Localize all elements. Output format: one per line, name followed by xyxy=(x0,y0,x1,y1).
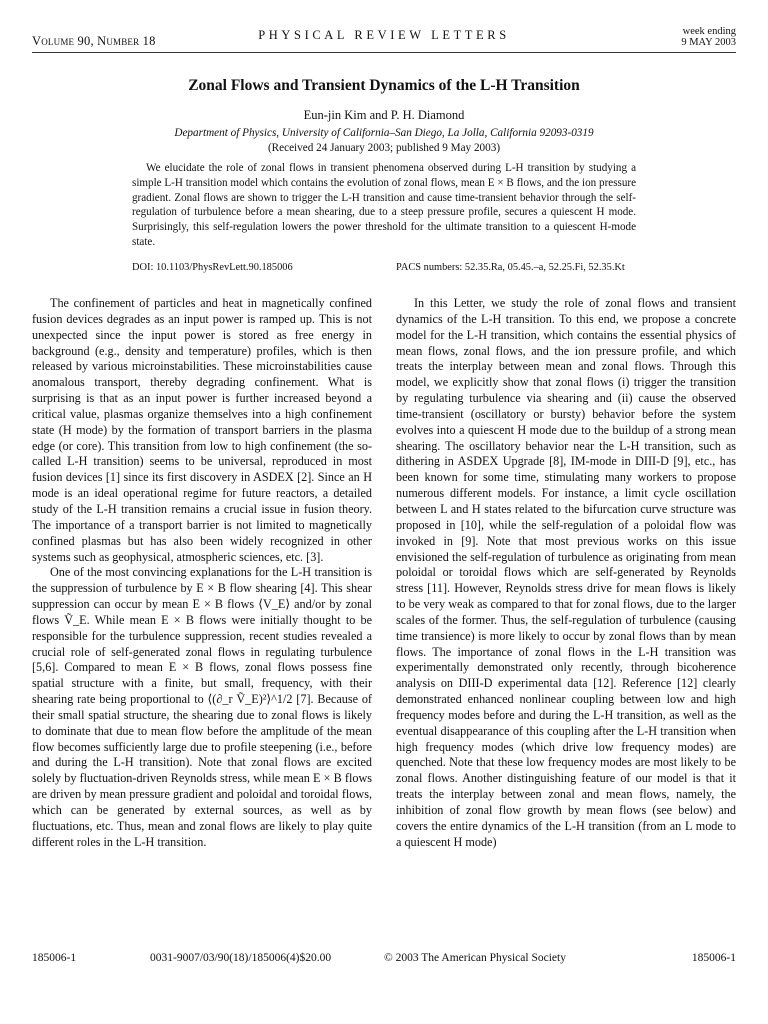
footer-copyright: © 2003 The American Physical Society xyxy=(384,952,566,964)
header-week-ending-date: 9 MAY 2003 xyxy=(681,37,736,48)
paper-doi[interactable]: DOI: 10.1103/PhysRevLett.90.185006 xyxy=(132,262,293,273)
paper-abstract: We elucidate the role of zonal flows in transient phenomena observed during L-H transition by studying a simple L-H transition model which contains the evolution of zonal flows, mean E × B flows, and the ion pressure gradient. Zonal flows are shown to trigger the L-H transition and cause time-transient behavior through the self-regulation of turbulence before a mean shearing, due to a steep pressure profile, secures a quiescent H mode. Surprisingly, this self-regulation lowers the power threshold for the ultimate transition to a quiescent H-mode state. xyxy=(132,162,636,248)
body-paragraph: The confinement of particles and heat in magnetically confined fusion devices degrades as an input power is ramped up. This is not unexpected since the input power is stored as free energy in background (e.g., density and temperature) profiles, which is then released by various microinstabilities. These microinstabilities cause anomalous transport, thereby degrading confinement. What is surprising is that as an input power is further increased beyond a critical value, plasmas organize themselves into a high confinement state (H mode) by the formation of transport barriers in the plasma edge (or core). This transition from low to high confinement (the so-called L-H transition) seems to be universal, reproduced in most fusion devices [1] since its first discovery in ASDEX [2]. Since an H mode is an ideal operational regime for future reactors, a detailed study of the L-H transition remains a crucial issue in fusion theory. The importance of a transport barrier is not limited to magnetically confined plasmas but has also been widely recognized in other systems such as geophysical, atmospheric sciences, etc. [3]. xyxy=(32,296,372,564)
footer-article-code: 0031-9007/03/90(18)/185006(4)$20.00 xyxy=(150,952,332,964)
left-column xyxy=(32,296,372,851)
paper-title: Zonal Flows and Transient Dynamics of the L-H Transition xyxy=(188,77,580,94)
header-journal: PHYSICAL REVIEW LETTERS xyxy=(258,28,510,42)
right-column xyxy=(396,296,736,851)
paper-authors: Eun-jin Kim and P. H. Diamond xyxy=(303,108,465,122)
body-paragraph: One of the most convincing explanations for the L-H transition is the suppression of turbulence by E × B flow shearing [4]. This shear suppression can occur by mean E × B flows ⟨V_E⟩ and/or by zonal flows Ṽ_E. While mean E × B flows were initially thought to be responsible for the turbulence suppression, recent studies revealed a crucial role of self-generated zonal flows in regulating turbulence [5,6]. Compared to mean E × B flows, zonal flows possess fine spatial structure with a finite, but small, frequency, with their shearing rate being proportional to ⟨(∂_r Ṽ_E)²⟩^1/2 [7]. Because of their small spatial structure, the shearing due to zonal flows is likely to dominate that due to mean flow before the amplitude of the mean flow becomes sufficiently large due to profile steepening (i.e., before and during the L-H transition). Note that zonal flows are excited solely by fluctuation-driven Reynolds stress, while mean E × B flows are driven by mean pressure gradient and poloidal and toroidal flows, which can be generated by external sources, as well as by fluctuations, etc. Thus, mean and zonal flows are likely to play quite different roles in the L-H transition. xyxy=(32,565,372,849)
header-rule xyxy=(32,52,736,53)
header-week-ending xyxy=(681,26,736,48)
header-week-ending-label: week ending xyxy=(682,26,736,37)
footer-page-number-right: 185006-1 xyxy=(691,952,736,964)
paper-affiliation: Department of Physics, University of California–San Diego, La Jolla, California 92093-0319 xyxy=(174,127,594,139)
header-volume: Volume 90, Number 18 xyxy=(32,34,156,48)
paper-pacs: PACS numbers: 52.35.Ra, 05.45.–a, 52.25.Fi, 52.35.Kt xyxy=(396,262,625,273)
paper-received-date: (Received 24 January 2003; published 9 May 2003) xyxy=(267,142,501,154)
footer-page-number-left: 185006-1 xyxy=(32,952,77,964)
body-paragraph: In this Letter, we study the role of zonal flows and transient dynamics of the L-H transition. To this end, we propose a concrete model for the L-H transition, which contains the essential physics of mean flows, zonal flows, and the ion pressure profile, and which treats the interplay between mean and zonal flows. Through this model, we explicitly show that zonal flows (i) trigger the transition by regulating turbulence via shearing and (ii) cause the observed time-transient (oscillatory or bursty) behavior before the system evolves into a quiescent H mode due to the buildup of a strong mean shearing. The oscillatory behavior near the L-H transition, such as dithering in ASDEX Upgrade [8], IM-mode in DIII-D [9], etc., has been known for some time, stimulating many workers to propose numerous different models. For instance, a limit cycle oscillation between L and H states related to the bifurcation curve structure was proposed in [10], while the self-regulation of a poloidal flow was invoked in [9]. Note that most previous works on this issue envisioned the self-regulation of turbulence as originating from mean poloidal or toroidal flows which are self-generated by Reynolds stress [11]. However, Reynolds stress drive for mean flows is likely to be very weak as compared to that for zonal flows, due to the larger scales of the former. Thus, the self-regulation of turbulence (causing time transience) is more likely to occur by zonal flows than by mean flows. The importance of zonal flows in the L-H transition was experimentally demonstrated only recently, through bicoherence analysis on DIII-D experimental data [12]. Reference [12] clearly demonstrated enhanced nonlinear coupling between low and high frequency modes before and during the L-H transition, as well as the eventual disappearance of this coupling after the L-H transition when high frequency modes (which drive low frequency modes) are quenched. Note that these low frequency modes are most likely to be zonal flows. Another distinguishing feature of our model is that it treats the interplay between zonal and mean flows, namely, the inhibition of zonal flow growth by mean flows (see below) and covers the entire dynamics of the L-H transition (from an L mode to a quiescent H mode) xyxy=(396,296,736,849)
